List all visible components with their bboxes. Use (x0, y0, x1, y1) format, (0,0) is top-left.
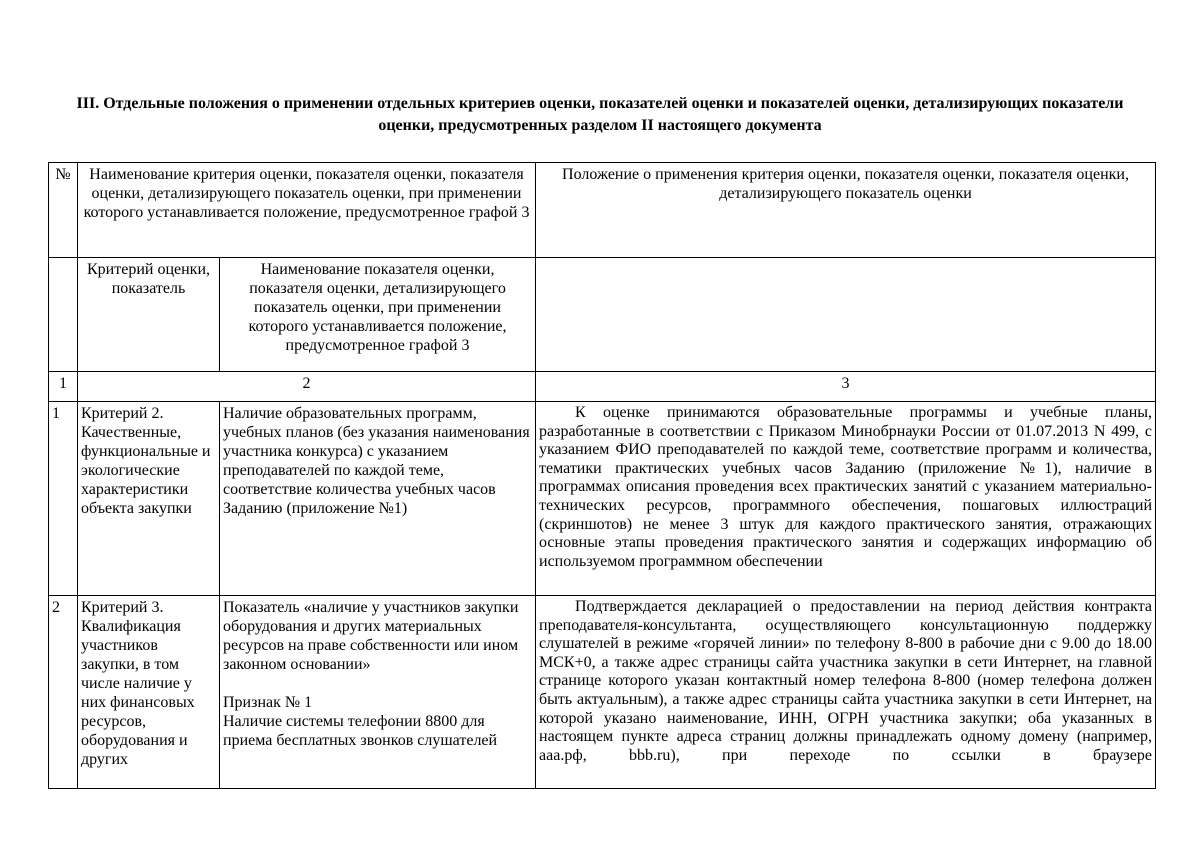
row2-provision-paragraph: Подтверждается декларацией о предоставлении на период действия контракта преподавателя-консультанта, осуществляющего консультационную поддержку слушателей в режиме «горячей линии» по телефону 8-800 в рабочие дни с 9.00 до 18.00 МСК+0, а также адрес страницы сайта участника закупки в сети Интернет, на главной странице которого указан контактный номер телефона 8-800 (номер телефона должен быть актуальным), а также адрес страницы сайта участника закупки в сети Интернет, на которой указано наименование, ИНН, ОГРН участника закупки; оба указанных в настоящем пункте адреса страниц должны принадлежать одному домену (например, aaa.рф, bbb.ru), при переходе по ссылки в браузере (539, 598, 1153, 764)
row2-indicator-paragraph-3: Наличие системы телефонии 8800 для приема бесплатных звонков слушателей (223, 713, 498, 749)
header-cell-number: № (49, 163, 78, 258)
row2-indicator-box (223, 598, 532, 784)
row1-indicator-paragraph: Наличие образовательных программ, учебных планов (без указания наименования участника конкурса) с указанием преподавателей по каждой теме, соответствие количества учебных часов Заданию (приложение №1) (223, 405, 530, 517)
table-row (49, 402, 1156, 596)
column-numbering-row (49, 372, 1156, 402)
table-row (49, 596, 1156, 789)
row1-provision-cell (536, 402, 1156, 596)
row2-indicator-paragraph-1: Показатель «наличие у участников закупки оборудования и других материальных ресурсов на праве собственности или ином законном основании» (223, 599, 519, 673)
row1-provision-paragraph: К оценке принимаются образовательные программы и учебные планы, разработанные в соответствии с Приказом Минобрнауки России от 01.07.2013 N 499, с указанием ФИО преподавателей по каждой теме, соответствие программ и количества, тематики практических учебных часов Заданию (приложение №1), наличие в программах описания проведения всех практических занятий с указанием материально-технических ресурсов, программного обеспечения, пошаговых иллюстраций (скриншотов) не менее 3 штук для каждого практического занятия, отражающих основные этапы проведения практического занятия и содержащих информацию об используемом программном обеспечении (539, 404, 1153, 570)
header-cell-criterion-sub: Критерий оценки, показатель (78, 258, 220, 372)
header-cell-provision: Положение о применения критерия оценки, показателя оценки, показателя оценки, детализирующего показатель оценки (536, 163, 1156, 258)
row2-provision-box (539, 598, 1152, 784)
page-title: III. Отдельные положения о применении отдельных критериев оценки, показателей оценки и показателей оценки, детализирующих показатели оценки, предусмотренных разделом II настоящего документа (76, 95, 1124, 134)
row1-provision-box (539, 404, 1152, 591)
header-row-1 (49, 163, 1156, 258)
row2-criterion-cell (78, 596, 220, 789)
column-number-3: 3 (536, 372, 1156, 402)
header-cell-provision-empty (536, 258, 1156, 372)
row2-criterion-text: Критерий 3. Квалификация участников закупки, в том числе наличие у них финансовых ресурсов, оборудования и других (81, 599, 195, 768)
header-cell-number-empty (49, 258, 78, 372)
row1-indicator-cell (220, 402, 536, 596)
criteria-table (48, 162, 1156, 789)
row2-indicator-blank-line (223, 674, 532, 693)
column-number-2: 2 (78, 372, 536, 402)
row2-indicator-cell (220, 596, 536, 789)
row1-criterion-cell (78, 402, 220, 596)
header-cell-indicator-sub: Наименование показателя оценки, показателя оценки, детализирующего показатель оценки, при применении которого устанавливается положение, предусмотренное графой 3 (220, 258, 536, 372)
header-cell-criterion-name-group: Наименование критерия оценки, показателя оценки, показателя оценки, детализирующего показатель оценки, при применении которого устанавливается положение, предусмотренное графой 3 (78, 163, 536, 258)
row2-provision-cell (536, 596, 1156, 789)
row1-criterion-text: Критерий 2. Качественные, функциональные и экологические характеристики объекта закупки (81, 405, 211, 517)
header-row-2 (49, 258, 1156, 372)
row2-number-cell: 2 (49, 596, 78, 789)
row1-number-cell: 1 (49, 402, 78, 596)
row1-indicator-box (223, 404, 532, 591)
column-number-1: 1 (49, 372, 78, 402)
row2-indicator-paragraph-2: Признак № 1 (223, 694, 313, 711)
